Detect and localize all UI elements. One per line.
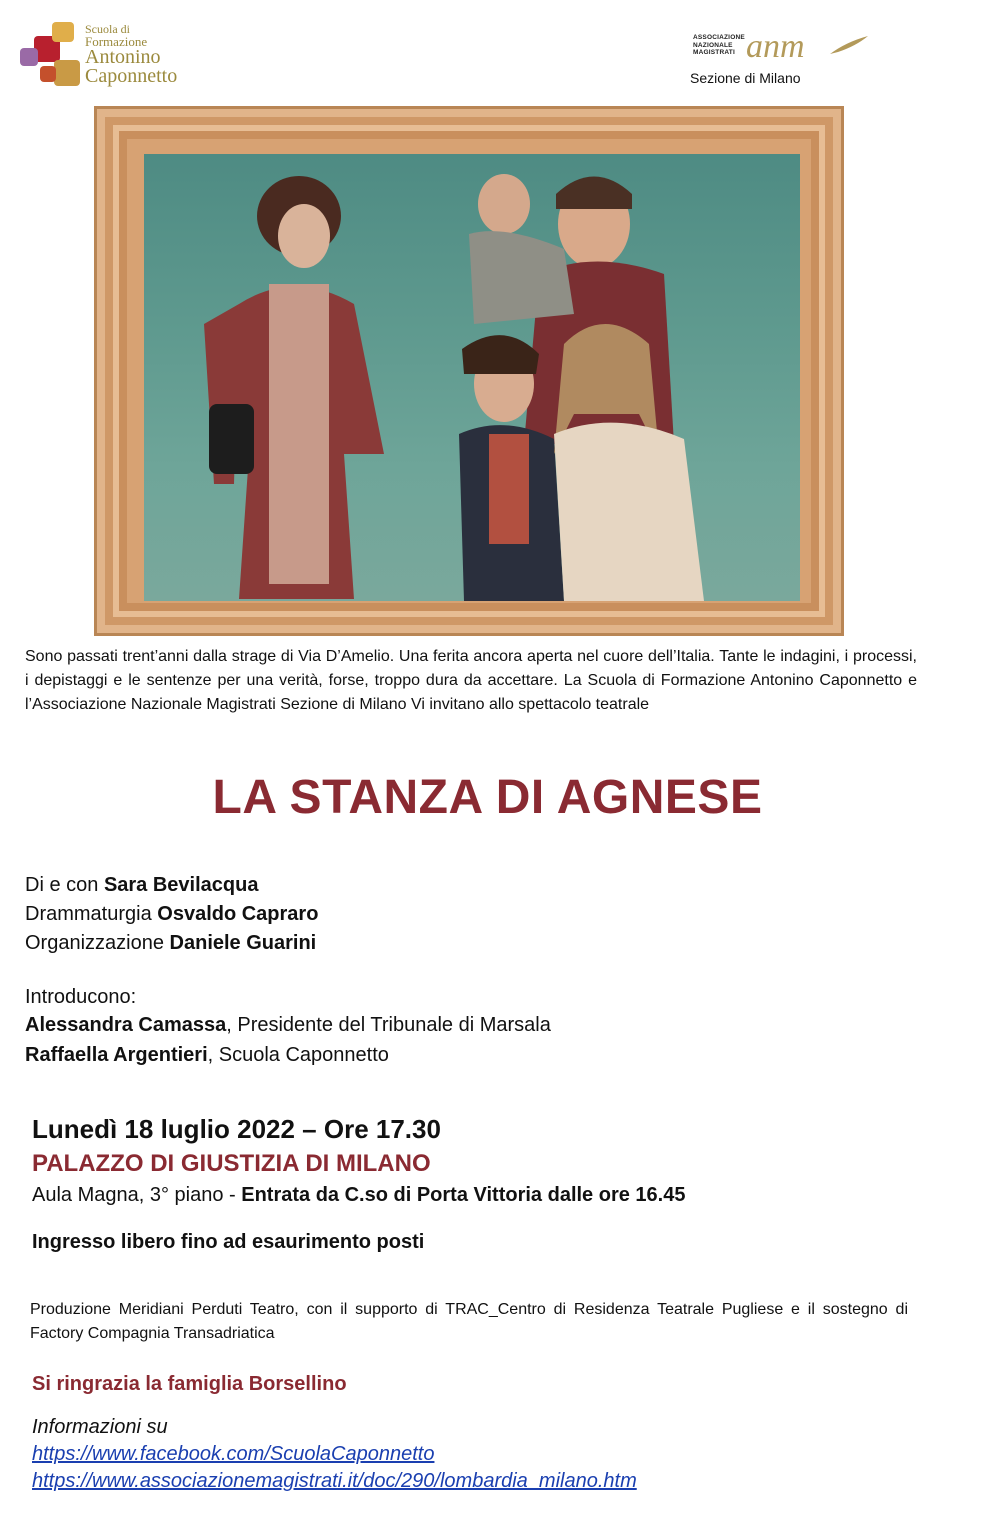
logo-text-antonino: Antonino <box>85 46 161 68</box>
credit-name: Sara Bevilacqua <box>103 874 259 896</box>
event-room-line <box>32 1184 685 1207</box>
intro-paragraph: Sono passati trent’anni dalla strage di Via D’Amelio. Una ferita ancora aperta nel cuore dell’Italia. Tante le indagini, i processi, i depistaggi e le sentenze per una verità, forse, troppo dura da accettare. La Scuola di Formazione Antonino Caponnetto e l’Associazione Nazionale Magistrati Sezione di Milano Vi invitano allo spettacolo teatrale <box>25 648 917 713</box>
thanks-note: Si ringrazia la famiglia Borsellino <box>32 1373 347 1395</box>
logo-square-purple <box>20 48 38 66</box>
logo-text-caponnetto: Caponnetto <box>85 65 178 87</box>
credit-label: Drammaturgia <box>25 903 158 925</box>
credit-label: Di e con <box>25 874 104 896</box>
production-note: Produzione Meridiani Perduti Teatro, con il supporto di TRAC_Centro di Residenza Teatrale Pugliese e il sostegno di Factory Compagnia Transadriatica <box>30 1301 908 1342</box>
speaker-role: , Scuola Caponnetto <box>207 1044 389 1066</box>
photo-frame <box>94 106 844 636</box>
logo-square-yellow <box>52 22 74 42</box>
anm-logo <box>688 28 878 90</box>
credit-line <box>25 871 258 900</box>
anm-assoc-line-2: NAZIONALE <box>693 41 733 49</box>
event-room: Aula Magna, 3° piano - <box>32 1184 242 1206</box>
event-date: Lunedì 18 luglio 2022 – Ore 17.30 <box>32 1114 441 1144</box>
family-photo-illustration <box>144 154 800 601</box>
credit-line <box>25 900 318 929</box>
anm-brand: anm <box>746 28 805 65</box>
event-entrance: Entrata da C.so di Porta Vittoria dalle ore 16.45 <box>241 1184 686 1206</box>
credit-name: Daniele Guarini <box>169 932 317 954</box>
anm-assoc-line-1: ASSOCIAZIONE <box>693 34 745 41</box>
credit-line <box>25 929 316 958</box>
credit-name: Osvaldo Capraro <box>157 903 319 925</box>
info-label: Informazioni su <box>32 1416 168 1438</box>
speaker-name: Alessandra Camassa <box>25 1014 227 1036</box>
anm-website-link[interactable]: https://www.associazionemagistrati.it/doc/290/lombardia_milano.htm <box>32 1470 637 1492</box>
quill-icon <box>828 34 870 56</box>
logo-square-orange <box>40 66 56 82</box>
family-photo <box>144 154 800 601</box>
speaker-name: Raffaella Argentieri <box>25 1044 208 1066</box>
speaker-line <box>25 1011 551 1040</box>
logo-square-gold <box>54 60 80 86</box>
scuola-caponnetto-logo <box>18 20 200 94</box>
show-title: LA STANZA DI AGNESE <box>212 771 763 824</box>
event-venue: PALAZZO DI GIUSTIZIA DI MILANO <box>32 1150 431 1177</box>
logo-text-small: Scuola di <box>85 22 130 36</box>
introducono-label: Introducono: <box>25 986 137 1008</box>
speaker-line <box>25 1041 389 1070</box>
anm-assoc-text <box>693 34 745 57</box>
free-entry-note: Ingresso libero fino ad esaurimento posti <box>32 1231 425 1253</box>
speaker-role: , Presidente del Tribunale di Marsala <box>226 1014 551 1036</box>
logo-text-formazione: Formazione <box>85 34 148 49</box>
anm-assoc-line-3: MAGISTRATI <box>693 49 735 56</box>
credit-label: Organizzazione <box>25 932 170 954</box>
anm-section: Sezione di Milano <box>690 70 801 86</box>
logo-wordmark <box>85 20 177 86</box>
facebook-link[interactable]: https://www.facebook.com/ScuolaCaponnetto <box>32 1443 435 1465</box>
